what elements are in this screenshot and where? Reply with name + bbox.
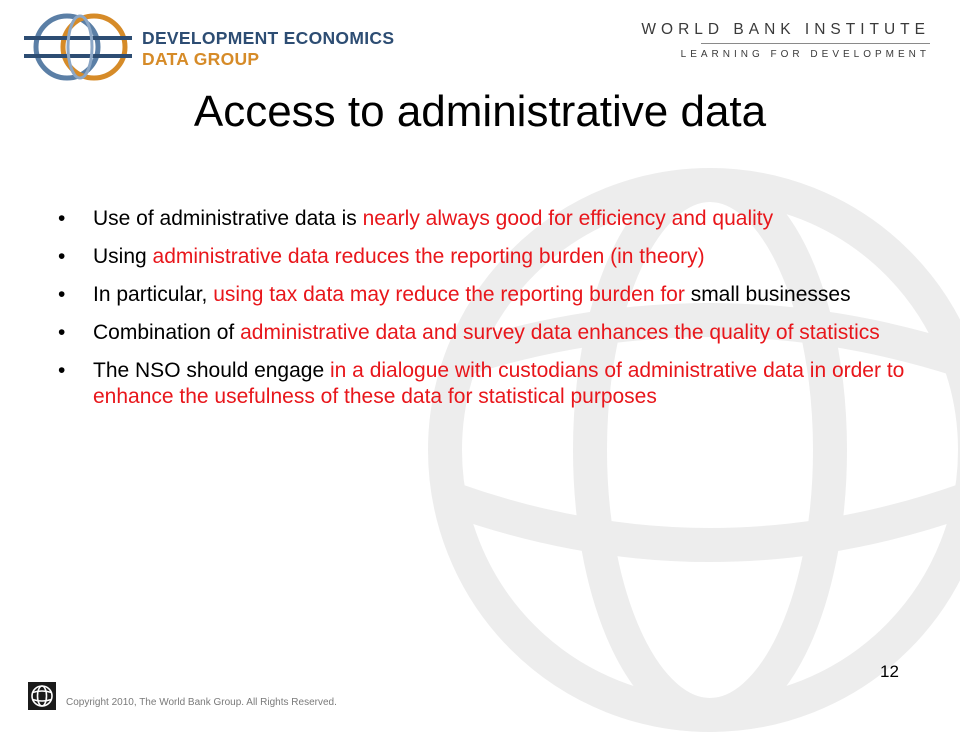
- logo-subtitle: DATA GROUP: [142, 49, 260, 69]
- world-bank-globe-icon: [28, 682, 56, 710]
- bullet-text: Use of administrative data is: [93, 207, 363, 230]
- globe-logo-icon: [22, 12, 134, 82]
- bullet-item: [58, 282, 918, 308]
- bullet-dot-icon: •: [58, 283, 66, 306]
- bullet-text: In particular,: [93, 283, 214, 306]
- logo-title: DEVELOPMENT ECONOMICS: [142, 28, 395, 48]
- bullet-text: The NSO should engage: [93, 359, 330, 382]
- bullet-list: [58, 206, 918, 422]
- bullet-emphasis-text: using tax data may reduce the reporting burden for: [213, 283, 691, 306]
- bullet-text: small businesses: [690, 283, 851, 306]
- wbi-subtitle: LEARNING FOR DEVELOPMENT: [680, 49, 930, 60]
- world-bank-institute-logo: [641, 20, 930, 61]
- wbi-divider: [701, 43, 930, 44]
- bullet-text: Combination of: [93, 321, 241, 344]
- bullet-emphasis-text: in a dialogue with custodians of administrative data in order to enhance the usefulness of these data for statistical purposes: [93, 359, 905, 408]
- bullet-item: [58, 358, 918, 410]
- bullet-emphasis-text: administrative data reduces the reporting burden (in theory): [152, 245, 705, 268]
- bullet-emphasis-text: nearly always good for efficiency and quality: [362, 207, 774, 230]
- bullet-text: Using: [93, 245, 153, 268]
- development-economics-logo: [22, 12, 395, 82]
- bullet-dot-icon: •: [58, 359, 66, 382]
- bullet-dot-icon: •: [58, 207, 66, 230]
- bullet-dot-icon: •: [58, 245, 66, 268]
- bullet-dot-icon: •: [58, 321, 66, 344]
- wbi-title: WORLD BANK INSTITUTE: [641, 21, 930, 38]
- bullet-item: [58, 320, 918, 346]
- bullet-item: [58, 244, 918, 270]
- bullet-item: [58, 206, 918, 232]
- bullet-emphasis-text: administrative data and survey data enhances the quality of statistics: [240, 321, 880, 344]
- copyright-notice: Copyright 2010, The World Bank Group. All Rights Reserved.: [66, 697, 337, 708]
- slide-title: Access to administrative data: [193, 87, 767, 136]
- page-number: 12: [880, 662, 899, 681]
